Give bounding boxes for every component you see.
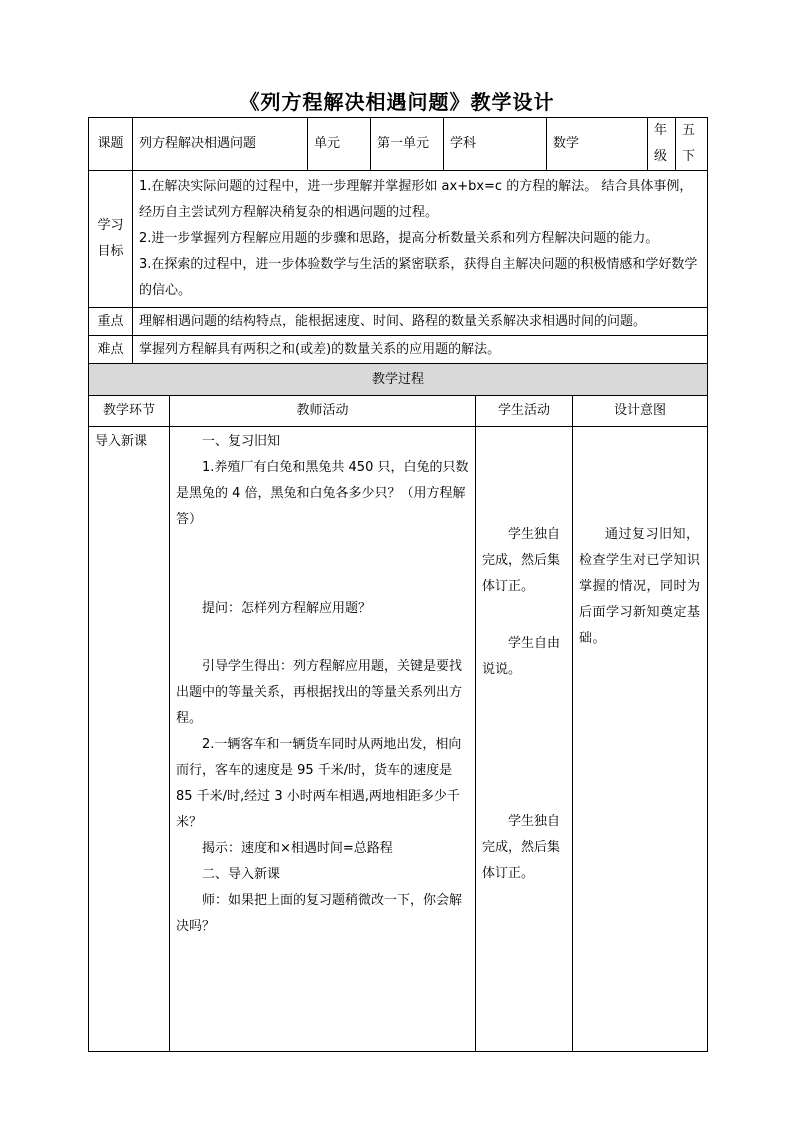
lesson-plan-table — [88, 117, 708, 1052]
teacher-p1: 一、复习旧知 — [202, 434, 281, 449]
col-intent-header: 设计意图 — [573, 396, 708, 427]
process-columns-row — [89, 396, 708, 427]
topic-label: 课题 — [89, 118, 133, 171]
document-title: 《列方程解决相遇问题》教学设计 — [239, 90, 555, 114]
key-point-row — [89, 308, 708, 336]
process-body-row — [89, 427, 708, 1052]
goal-item-1: 1.在解决实际问题的过程中，进一步理解并掌握形如 ax+bx=c 的方程的解法。 结合具体事例，经历自主尝试列方程解决稍复杂的相遇问题的过程。 — [139, 179, 693, 220]
teacher-p4: 引导学生得出：列方程解应用题，关键是要找出题中的等量关系，再根据找出的等量关系列出方程。 — [176, 658, 463, 726]
unit-label: 单元 — [308, 118, 371, 171]
process-heading-row — [89, 364, 708, 396]
grade-label: 年级 — [648, 118, 676, 171]
goals-label-line2: 目标 — [97, 244, 124, 259]
process-heading: 教学过程 — [89, 364, 708, 396]
teacher-p5: 2.一辆客车和一辆货车同时从两地出发，相向而行，客车的速度是 95 千米/时，货车的速度是 85 千米/时,经过 3 小时两车相遇,两地相距多少千米？ — [176, 736, 462, 830]
teacher-p2: 1.养殖厂有白兔和黑兔共 450 只，白兔的只数是黑兔的 4 倍，黑兔和白兔各多少只？（用方程解答） — [176, 460, 469, 527]
grade-value: 五下 — [676, 118, 708, 171]
teacher-activity — [170, 427, 476, 1052]
key-point-label: 重点 — [89, 308, 133, 336]
topic-value: 列方程解决相遇问题 — [133, 118, 308, 171]
teacher-p6: 揭示：速度和×相遇时间=总路程 — [202, 840, 393, 856]
goals-label-line1: 学习 — [97, 218, 124, 233]
student-s3: 学生独自完成，然后集体订正。 — [482, 814, 561, 881]
goals-row — [89, 171, 708, 308]
intent-text: 通过复习旧知，检查学生对已学知识掌握的情况，同时为后面学习新知奠定基础。 — [579, 526, 701, 646]
goals-content — [133, 171, 708, 308]
student-activity — [476, 427, 573, 1052]
student-s2: 学生自由说说。 — [482, 636, 561, 677]
goal-item-2: 2.进一步掌握列方程解应用题的步骤和思路，提高分析数量关系和列方程解决问题的能力。 — [139, 231, 659, 246]
col-teacher-header: 教师活动 — [170, 396, 476, 427]
difficulty-text: 掌握列方程解具有两积之和(或差)的数量关系的应用题的解法。 — [133, 336, 708, 364]
stage-name: 导入新课 — [89, 427, 170, 1052]
teacher-p3: 提问：怎样列方程解应用题？ — [202, 601, 372, 616]
key-point-text: 理解相遇问题的结构特点，能根据速度、时间、路程的数量关系解决求相遇时间的问题。 — [133, 308, 708, 336]
subject-label: 学科 — [444, 118, 547, 171]
col-stage-header: 教学环节 — [89, 396, 170, 427]
student-s1: 学生独自完成，然后集体订正。 — [482, 526, 561, 594]
design-intent — [573, 427, 708, 1052]
subject-value: 数学 — [547, 118, 648, 171]
unit-value: 第一单元 — [371, 118, 444, 171]
teacher-p8: 师：如果把上面的复习题稍微改一下，你会解决吗？ — [176, 892, 463, 934]
col-student-header: 学生活动 — [476, 396, 573, 427]
header-row — [89, 118, 708, 171]
difficulty-label: 难点 — [89, 336, 133, 364]
difficulty-row — [89, 336, 708, 364]
teacher-p7: 二、导入新课 — [202, 866, 281, 882]
goals-label — [89, 171, 133, 308]
goal-item-3: 3.在探索的过程中，进一步体验数学与生活的紧密联系，获得自主解决问题的积极情感和学好数学的信心。 — [139, 257, 698, 298]
